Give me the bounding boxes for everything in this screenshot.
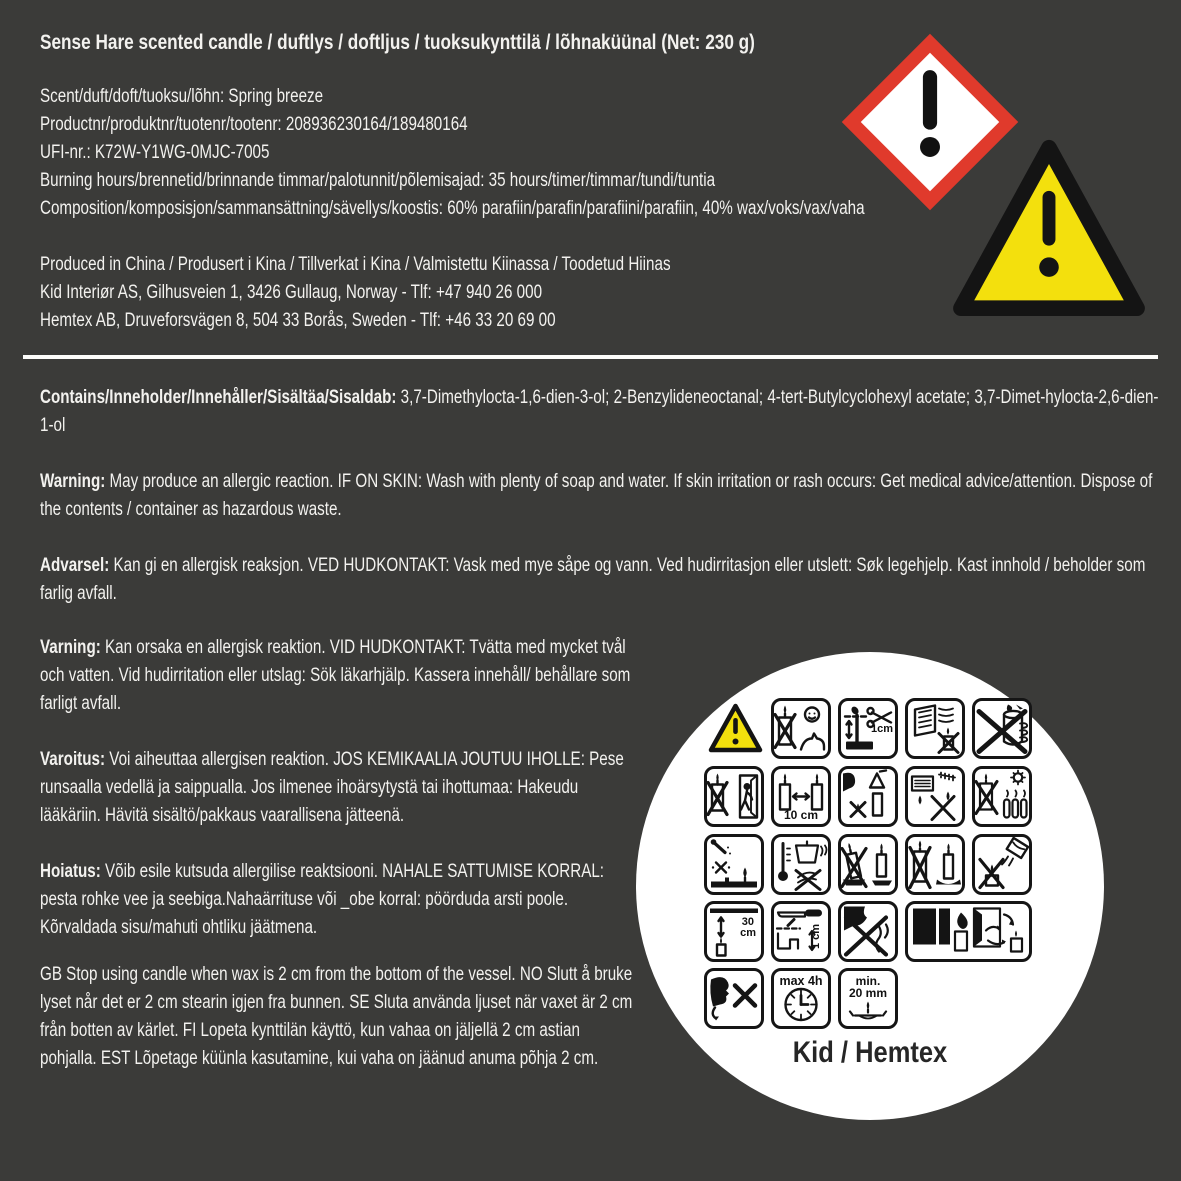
producer-block [40,251,671,335]
warning-text: May produce an allergic reaction. IF ON SKIN: Wash with plenty of soap and water. If skin irritation or rash occurs: Get medical advice/attention. Dispose of the contents / container as hazardous waste. [40,471,1153,520]
warning-section-fi [40,746,634,830]
info-line-productnr: Productnr/produktnr/tuotenr/tootenr: 208936230164/189480164 [40,114,468,135]
keep-away-from-flammable-materials-icon [905,698,965,759]
contains-label: Contains/Inneholder/Innehåller/Sisältäa/Sisaldab: [40,387,397,408]
cut-wick-1cm-icon [771,901,831,962]
keep-away-from-heat-sources-icon [972,766,1032,827]
contains-text: 3,7-Dimethylocta-1,6-dien-3-ol; 2-Benzylideneoctanal; 4-tert-Butylcyclohexyl acetate; 3,7-Dimet-hylocta-2,6-dien-1-ol [40,387,1159,436]
info-line-ufi: UFI-nr.: K72W-Y1WG-0MJC-7005 [40,142,270,163]
min-20mm-wax-icon [838,968,898,1029]
do-not-drop-matches-into-candle-icon [704,834,764,895]
trim-wick-label: 1cm [870,723,893,735]
varning-text: Kan orsaka en allergisk reaktion. VID HUDKONTAKT: Tvätta med mycket tvål och vatten. Vid hudirritation eller utslag: Sök läkarhjälp. Kassera innehåll/ behållare som farligt avfall. [40,637,631,714]
burn-time-label: max 4h [779,974,823,988]
hoiatus-text: Võib esile kutsuda allergilise reaktsiooni. NAHALE SATTUMISE KORRAL: pesta rohke vee ja seebiga.Nahaärrituse või _obe korral: pöörduda arsti poole. Kõrvaldada sisu/mahuti ohtliku jäätmena. [40,861,605,938]
never-leave-unattended-icon [704,766,764,827]
warning-section-se [40,634,634,718]
advarsel-text: Kan gi en allergisk reaksjon. VED HUDKONTAKT: Vask med mye såpe og vann. Ved hudirritasjon eller utslett: Søk legehjelp. Kast innhold / beholder som farlig avfall. [40,555,1146,604]
burn-candle-upright-holder-icon [838,834,898,895]
divider-line [23,355,1158,359]
advarsel-label: Advarsel: [40,555,110,576]
producer-line-kid: Kid Interiør AS, Gilhusveien 1, 3426 Gullaug, Norway - Tlf: +47 940 26 000 [40,282,543,303]
warning-section-est [40,858,634,942]
product-info-block [40,83,865,223]
wick-length-label: 1 cm [809,923,822,950]
warning-triangle-small-icon [707,698,764,759]
keep-away-from-drafts-icon [905,901,1032,962]
do-not-blow-out-icon [704,968,764,1029]
producer-line-hemtex: Hemtex AB, Druveforsvägen 8, 504 33 Borås, Sweden - Tlf: +46 33 20 69 00 [40,310,556,331]
warning-label: Warning: [40,471,106,492]
info-line-burning-hours: Burning hours/brennetid/brinnande timmar/palotunnit/põlemisajad: 35 hours/timer/timmar/tundi/tuntia [40,170,716,191]
safety-pictogram-circle [636,652,1104,1120]
hoiatus-label: Hoiatus: [40,861,101,882]
contains-section [40,384,1160,440]
trim-wick-1cm-icon [838,698,898,759]
candle-spacing-label: 10 cm [783,808,819,822]
stop-using-section: GB Stop using candle when wax is 2 cm from the bottom of the vessel. NO Slutt å bruke lyset når det er 2 cm stearin igjen fra bunnen. SE Sluta använda ljuset när vaxet är 2 cm från botten av kärlet. FI Lopeta kynttilän käyttö, kun vahaa on jäljellä 2 cm astian pohjalla. EST Lõpetage küünla kasutamine, kui vaha on jäänud anuma põhja 2 cm. [40,964,633,1069]
do-not-inhale-smoke-icon [838,901,898,962]
info-line-composition: Composition/komposisjon/sammansättning/sävellys/koostis: 60% parafiin/parafin/parafiini/parafiin, 40% wax/voks/vax/vaha [40,198,865,219]
warning-section-no [40,552,1160,608]
varoitus-text: Voi aiheuttaa allergisen reaktion. JOS KEMIKAALIA JOUTUU IHOLLE: Pese runsaalla vedellä ja saippualla. Jos ilmenee ihoärsytystä tai ihottumaa: Hakeudu lääkäriin. Hävitä sisältö/pakkaus vaarallisena jätteenä. [40,749,624,826]
container-becomes-hot-icon [771,834,831,895]
product-title: Sense Hare scented candle / duftlys / doftljus / tuoksukynttilä / lõhnaküünal (Net: 230 g) [40,30,755,54]
pictogram-row-4 [704,901,1032,962]
extinguish-with-snuffer-icon [838,766,898,827]
always-use-suitable-holder-icon [905,834,965,895]
burn-max-4h-icon [771,968,831,1029]
do-not-move-burning-candle-icon [972,698,1032,759]
keep-wax-pool-clear-of-debris-icon [905,766,965,827]
pictogram-row-2 [704,766,1032,827]
warning-section-en [40,468,1160,524]
warning-triangle-icon [951,138,1147,318]
info-line-scent: Scent/duft/doft/tuoksu/lõhn: Spring breeze [40,86,324,107]
keep-candles-10cm-apart-icon [771,766,831,827]
producer-line-origin: Produced in China / Produsert i Kina / Tillverkat i Kina / Valmistettu Kiinassa / Toodetud Hiinas [40,254,671,275]
pictogram-row-5 [704,968,898,1029]
ceiling-distance-value-label: 30 [741,916,754,928]
pictogram-row-1 [707,698,1032,759]
varning-label: Varning: [40,637,101,658]
min-wax-label-1: min. [855,974,881,988]
do-not-extinguish-with-water-icon [972,834,1032,895]
min-wax-label-2: 20 mm [848,986,888,1000]
ceiling-distance-unit-label: cm [740,927,756,939]
keep-away-from-children-pets-icon [771,698,831,759]
keep-30cm-below-surfaces-icon [704,901,764,962]
brand-text: Kid / Hemtex [792,1036,948,1069]
pictogram-row-3 [704,834,1032,895]
varoitus-label: Varoitus: [40,749,106,770]
